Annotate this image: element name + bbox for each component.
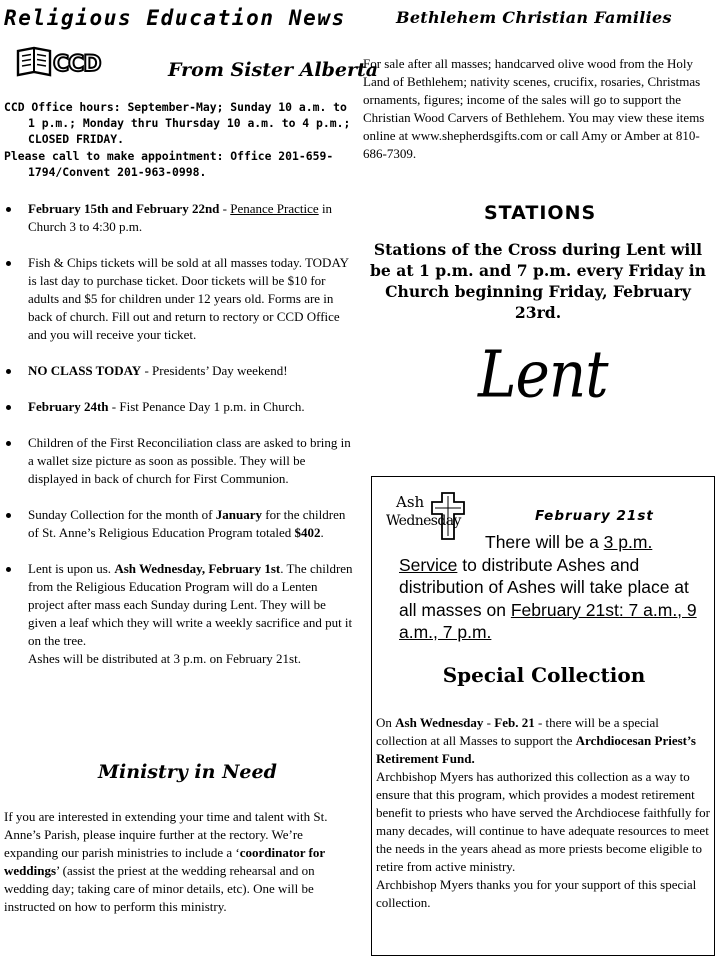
special-para-1: On Ash Wednesday - Feb. 21 - there will be a special collection at all Masses to support the Archdiocesan Priest’s Retirement Fund. xyxy=(376,715,696,766)
bullet-bold: NO CLASS TODAY xyxy=(28,363,142,378)
ash-date: February 21st xyxy=(535,508,654,524)
page-title: Religious Education News xyxy=(4,6,346,30)
section-subtitle: From Sister Alberta xyxy=(168,59,379,81)
ash-wednesday-box xyxy=(371,476,715,956)
bullet-text: for the children of St. Anne’s Religious Education Program totaled xyxy=(28,507,346,540)
ministry-text-post: ’ (assist the priest at the wedding rehearsal and on wedding day; taking care of minor details, etc). One will be instructed on how to perform this ministry. xyxy=(4,863,315,914)
office-hours-block xyxy=(4,99,352,180)
ash-mass-times: February 21st: 7 a.m., 9 a.m., 7 p.m. xyxy=(399,599,697,642)
bullet-text: . The children from the Religious Education Program will do a Lenten project after mass each Sunday during Lent. They will be given a leaf which they will write a weekly sacrifice and put it on the tree. xyxy=(28,561,353,648)
bullet-text: - Presidents’ Day weekend! xyxy=(141,363,288,378)
list-item xyxy=(4,506,356,542)
ash-text: There will be a xyxy=(485,532,604,552)
bullet-text: Sunday Collection for the month of xyxy=(28,507,216,522)
bullet-sep: - xyxy=(219,201,231,216)
special-para-3: Archbishop Myers thanks you for your support of this special collection. xyxy=(376,877,697,910)
bullet-bold: January xyxy=(215,507,262,522)
list-item xyxy=(4,434,356,488)
ash-logo-line2: Wednesday xyxy=(386,513,461,529)
list-item xyxy=(4,398,356,416)
office-hours-text: CCD Office hours: September-May; Sunday 10 a.m. to 1 p.m.; Monday thru Thursday 10 a.m. to 4 p.m.; CLOSED FRIDAY. xyxy=(4,100,351,147)
appointment-contact: Please call to make appointment: Office 201-659-1794/Convent 201-963-0998. xyxy=(4,148,334,179)
ministry-text-pre: If you are interested in extending your time and talent with St. Anne’s Parish, please inquire further at the rectory. We’re expanding our parish ministries to include a ‘ xyxy=(4,809,328,860)
special-collection-heading: Special Collection xyxy=(442,663,646,687)
bullet-text: . xyxy=(320,525,324,540)
bullet-bold-date: February 24th xyxy=(28,399,109,414)
ministry-heading: Ministry in Need xyxy=(98,761,277,783)
ministry-role: coordinator for weddings xyxy=(4,845,325,878)
bullet-text: Fish & Chips tickets will be sold at all masses today. TODAY is last day to purchase ticket. Door tickets will be $10 for adults and $5 for children under 12 years old. Forms are in back of church. Fill out and return to rectory or CCD Office and you will receive your ticket. xyxy=(28,255,349,342)
open-book-icon xyxy=(18,48,50,75)
lent-graphic: Lent xyxy=(478,335,608,413)
penance-practice-link: Penance Practice xyxy=(230,201,319,216)
bullet-bold-date: February 15th and February 22nd xyxy=(28,201,220,216)
announcement-list xyxy=(4,200,356,686)
bullet-bold-amount: $402 xyxy=(294,525,321,540)
bullet-text: - Fist Penance Day 1 p.m. in Church. xyxy=(108,399,305,414)
ash-service-time: 3 p.m. Service xyxy=(399,532,653,575)
bethlehem-text: For sale after all masses; handcarved olive wood from the Holy Land of Bethlehem; nativity scenes, crucifix, rosaries, Christmas ornaments, figures; income of the sales will go to support the Christian Wood Carvers of Bethlehem. You may view these items online at www.shepherdsgifts.com or call Amy or Amber at 810-686-7309. xyxy=(363,56,705,161)
special-para-2: Archbishop Myers has authorized this collection as a way to ensure that this program, which provides a modest retirement benefit to priests who have served the Archdiocese faithfully for many decades, will continue to have adequate resources to meet the needs in the years ahead as more priests become eligible to retire from active ministry. xyxy=(376,769,710,874)
stations-text: Stations of the Cross during Lent will be at 1 p.m. and 7 p.m. every Friday in Church beginning Friday, February 23rd. xyxy=(369,240,706,322)
stations-heading: STATIONS xyxy=(484,202,597,224)
ash-text: to distribute Ashes and distribution of Ashes will take place at all masses on xyxy=(399,554,689,620)
list-item xyxy=(4,200,356,236)
ccd-logo-text: CCD xyxy=(53,52,101,77)
bullet-bold: Ash Wednesday, February 1st xyxy=(114,561,281,576)
list-item xyxy=(4,254,356,344)
ash-service-text xyxy=(399,531,711,644)
list-item xyxy=(4,362,356,380)
bullet-text: Children of the First Reconciliation class are asked to bring in a wallet size picture as soon as possible. They will be displayed in back of church for First Communion. xyxy=(28,435,351,486)
special-collection-text xyxy=(376,714,712,912)
bethlehem-heading: Bethlehem Christian Families xyxy=(396,8,672,27)
ash-logo-line1: Ash xyxy=(396,493,425,511)
bullet-text: Ashes will be distributed at 3 p.m. on February 21st. xyxy=(28,651,301,666)
list-item xyxy=(4,560,356,668)
ccd-book-logo xyxy=(14,45,112,81)
ministry-text xyxy=(4,808,354,916)
bullet-text: in Church 3 to 4:30 p.m. xyxy=(28,201,333,234)
bullet-text: Lent is upon us. xyxy=(28,561,115,576)
